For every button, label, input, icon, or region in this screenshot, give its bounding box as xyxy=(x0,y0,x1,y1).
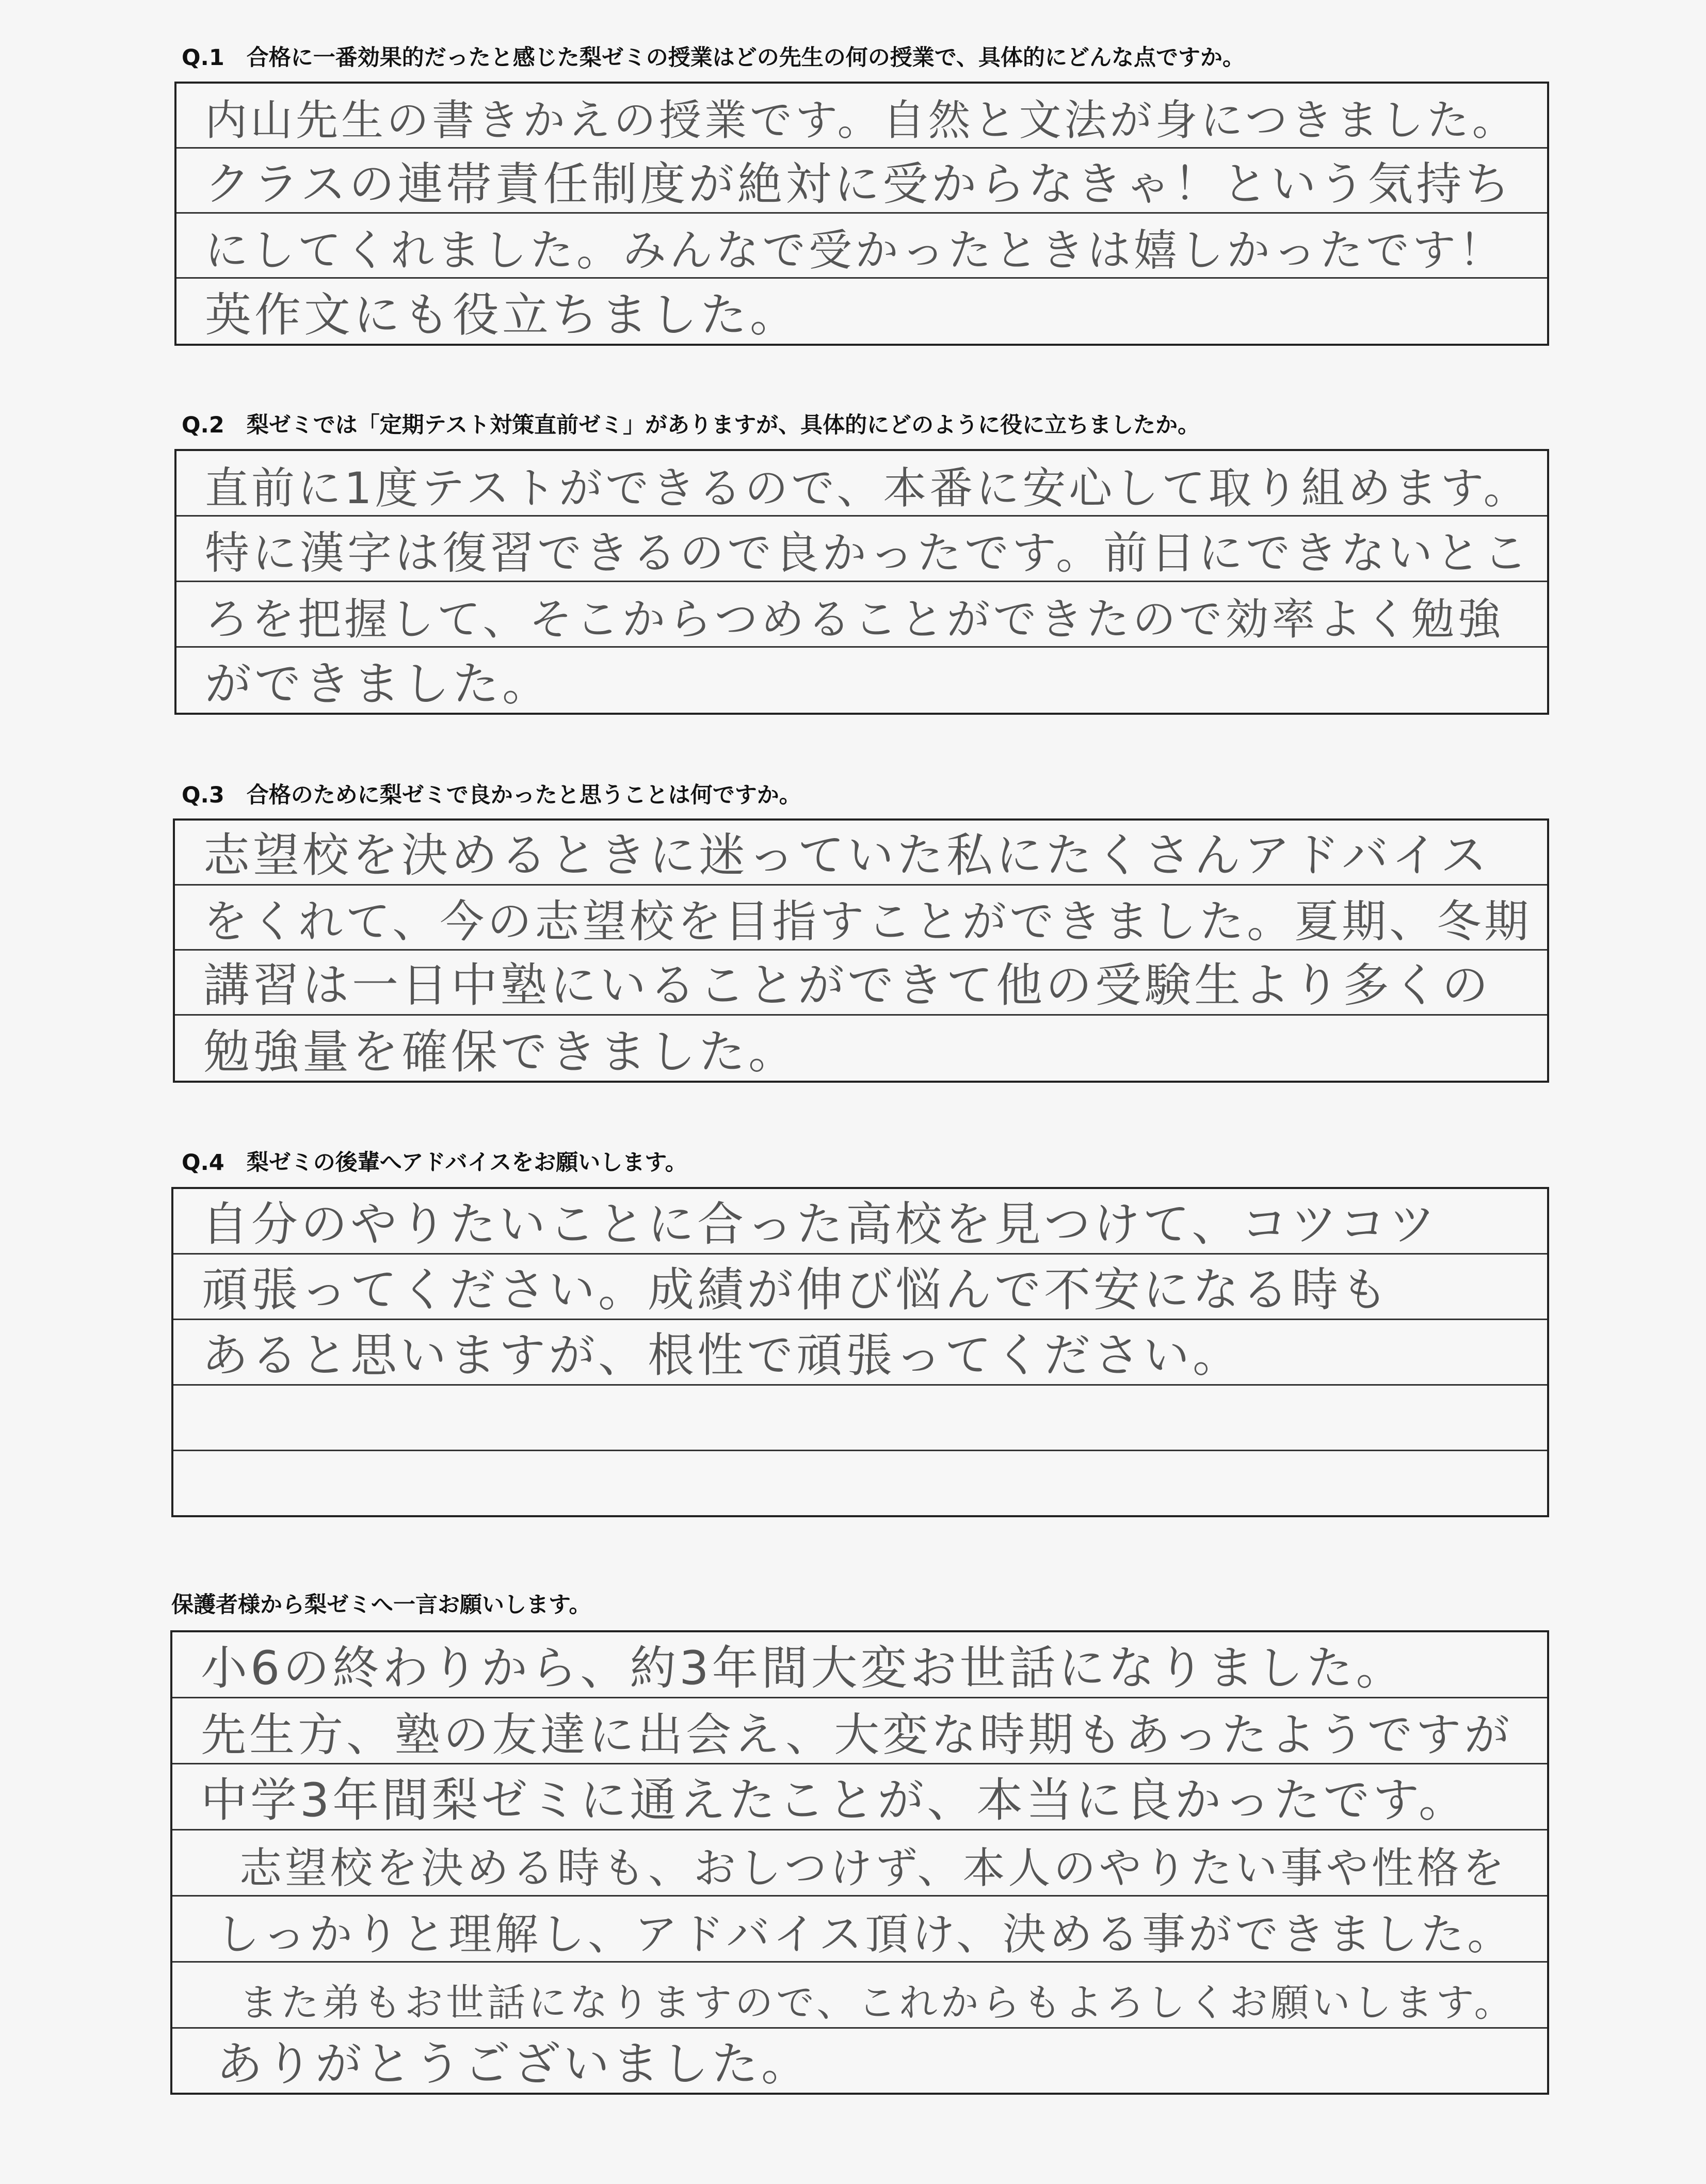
answer-line xyxy=(172,1632,1547,1698)
answer-line xyxy=(176,279,1547,344)
answer-box-1 xyxy=(174,82,1549,346)
answer-line xyxy=(172,2029,1547,2093)
answer-text: をくれて、今の志望校を目指すことができました。夏期、冬期 xyxy=(203,896,1532,948)
answer-line xyxy=(172,1830,1547,1897)
answer-text: 頑張ってください。成績が伸び悩んで不安になる時も xyxy=(202,1263,1391,1317)
answer-text: 先生方、塾の友達に出会え、大変な時期もあったようですが xyxy=(201,1708,1513,1761)
answer-line xyxy=(176,84,1547,149)
answer-text: 英作文にも役立ちました。 xyxy=(205,288,799,342)
answer-line xyxy=(173,1451,1547,1515)
answer-text: また弟もお世話になりますので、これからもよろしくお願いします。 xyxy=(239,1981,1516,2025)
answer-text: 内山先生の書きかえの授業です。自然と文法が身につきました。 xyxy=(205,96,1518,145)
question-4: Q.4 梨ゼミの後輩へアドバイスをお願いします。 xyxy=(182,1150,687,1176)
answer-text: ができました。 xyxy=(205,657,552,711)
answer-text: クラスの連帯責任制度が絶対に受からなきゃ！という気持ち xyxy=(205,157,1514,211)
answer-box-3 xyxy=(173,818,1549,1083)
answer-text: しっかりと理解し、アドバイス頂け、決める事ができました。 xyxy=(216,1909,1514,1960)
answer-line xyxy=(176,214,1547,279)
answer-box-4 xyxy=(171,1187,1549,1517)
answer-text: 自分のやりたいことに合った高校を見つけて、コツコツ xyxy=(202,1197,1439,1251)
answer-line xyxy=(176,648,1547,713)
answer-text: あると思いますが、根性で頑張ってください。 xyxy=(202,1328,1242,1383)
answer-box-2 xyxy=(174,449,1549,715)
answer-text: 小6の終わりから、約3年間大変お世話になりました。 xyxy=(201,1641,1406,1695)
answer-line xyxy=(176,517,1547,582)
question-1: Q.1 合格に一番効果的だったと感じた梨ゼミの授業はどの先生の何の授業で、具体的にどんな点ですか。 xyxy=(182,45,1245,71)
answer-line xyxy=(175,951,1547,1016)
guardian-question: 保護者様から梨ゼミへ一言お願いします。 xyxy=(171,1592,591,1618)
answer-line xyxy=(173,1386,1547,1451)
answer-line xyxy=(175,886,1547,951)
answer-text: 直前に1度テストができるので、本番に安心して取り組めます。 xyxy=(205,463,1530,513)
answer-text: 特に漢字は復習できるので良かったです。前日にできないとこ xyxy=(205,527,1531,579)
answer-line xyxy=(175,821,1547,886)
question-2: Q.2 梨ゼミでは「定期テスト対策直前ゼミ」がありますが、具体的にどのように役に立ちましたか。 xyxy=(182,412,1200,438)
answer-text: ろを把握して、そこからつめることができたので効率よく勉強 xyxy=(205,594,1504,645)
answer-text: 講習は一日中塾にいることができて他の受験生より多くの xyxy=(203,958,1491,1013)
answer-text: ありがとうございました。 xyxy=(216,2037,811,2091)
answer-text: 志望校を決める時も、おしつけず、本人のやりたい事や性格を xyxy=(239,1844,1508,1893)
answer-line xyxy=(175,1016,1547,1081)
question-3: Q.3 合格のために梨ゼミで良かったと思うことは何ですか。 xyxy=(182,782,801,808)
answer-line xyxy=(173,1255,1547,1320)
answer-line xyxy=(172,1698,1547,1764)
guardian-answer-box xyxy=(170,1630,1549,2095)
answer-line xyxy=(172,1764,1547,1830)
answer-text: 勉強量を確保できました。 xyxy=(203,1025,798,1079)
answer-text: 中学3年間梨ゼミに通えたことが、本当に良かったです。 xyxy=(201,1773,1469,1827)
answer-line xyxy=(173,1189,1547,1255)
answer-line xyxy=(172,1897,1547,1963)
answer-line xyxy=(176,149,1547,214)
answer-text: にしてくれました。みんなで受かったときは嬉しかったです！ xyxy=(205,225,1506,276)
answer-text: 志望校を決めるときに迷っていた私にたくさんアドバイス xyxy=(203,828,1490,882)
answer-line xyxy=(172,1963,1547,2029)
answer-line xyxy=(176,451,1547,517)
answer-line xyxy=(173,1320,1547,1386)
answer-line xyxy=(176,582,1547,648)
